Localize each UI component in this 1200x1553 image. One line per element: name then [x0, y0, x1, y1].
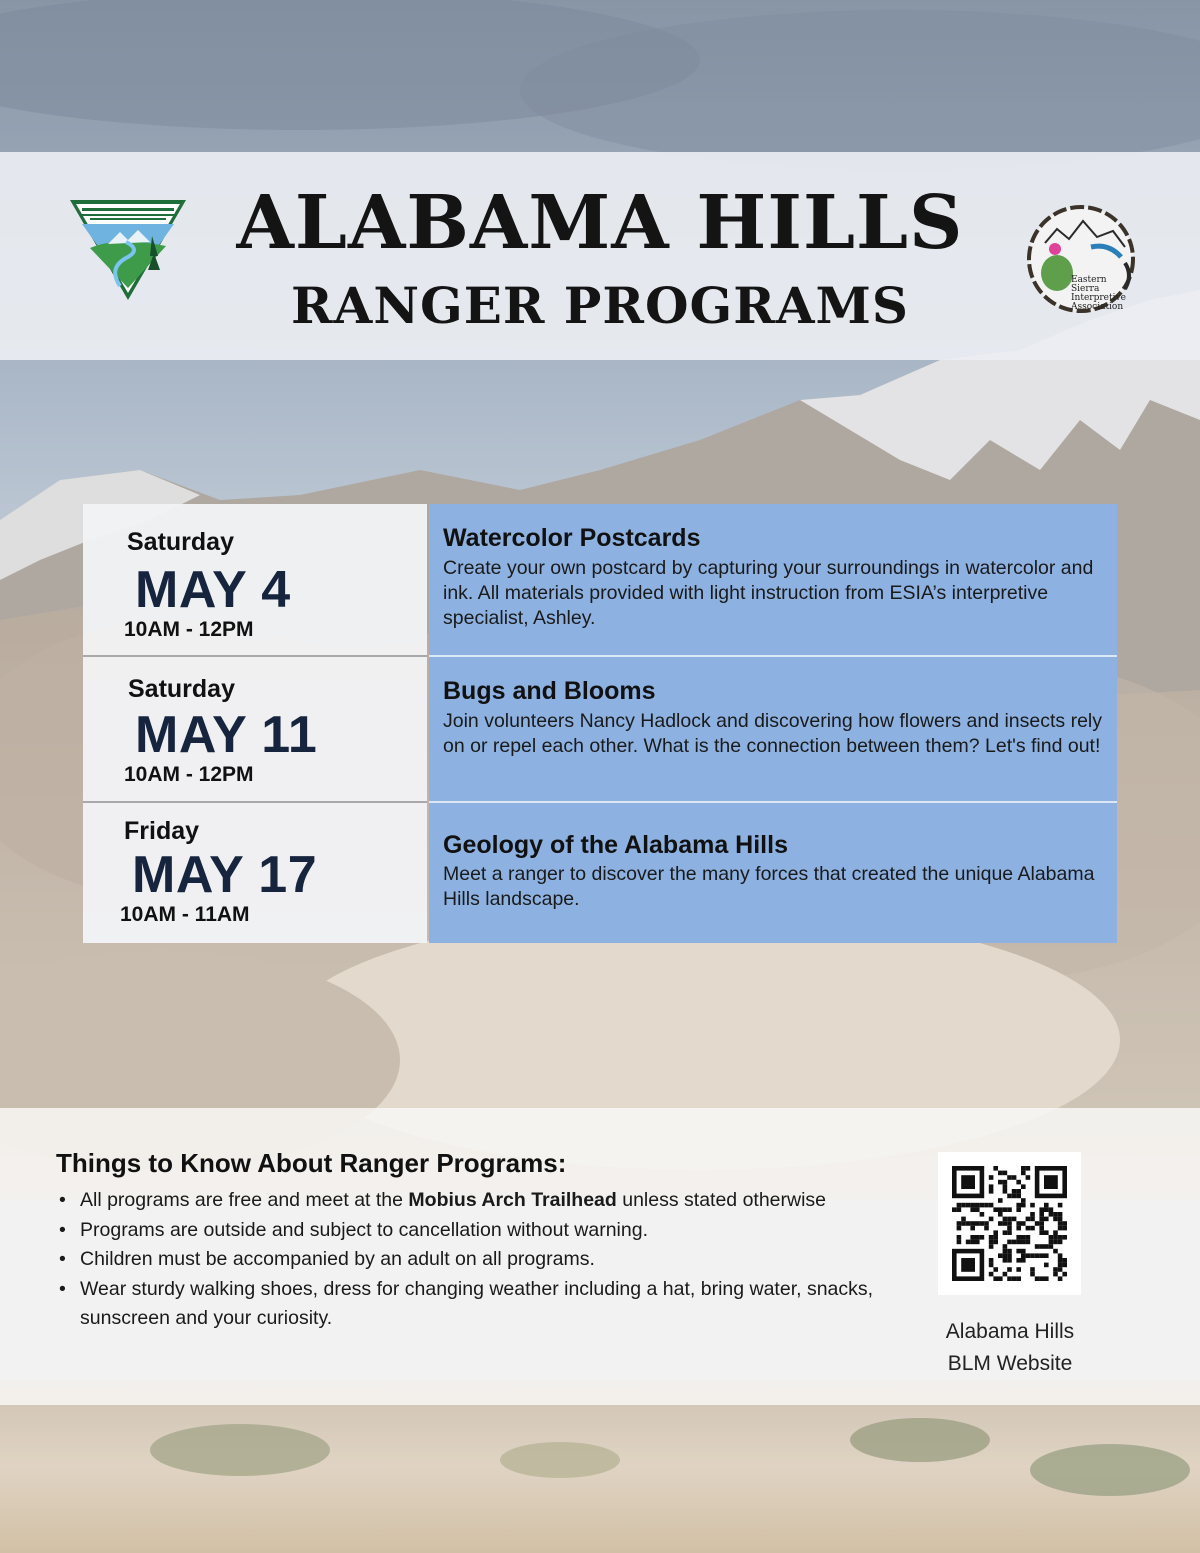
qr-module — [1039, 1230, 1044, 1235]
qr-module — [1012, 1189, 1017, 1194]
qr-module — [1039, 1226, 1044, 1231]
qr-module — [1058, 1212, 1063, 1217]
program-title: Bugs and Blooms — [443, 677, 656, 705]
qr-module — [1039, 1221, 1044, 1226]
program-cell — [429, 803, 1117, 943]
qr-module — [961, 1203, 966, 1208]
qr-module — [1003, 1171, 1008, 1176]
qr-module — [1058, 1267, 1063, 1272]
list-item-text: All programs are free and meet at the — [80, 1189, 409, 1211]
qr-finder-pattern — [961, 1258, 975, 1272]
qr-caption-line: Alabama Hills — [945, 1320, 1075, 1343]
qr-module — [957, 1240, 962, 1245]
qr-module — [1021, 1198, 1026, 1203]
qr-module — [989, 1189, 994, 1194]
qr-module — [1007, 1207, 1012, 1212]
qr-module — [1049, 1240, 1054, 1245]
program-date: MAY 11 — [135, 706, 318, 764]
qr-module — [980, 1235, 985, 1240]
qr-module — [1044, 1276, 1049, 1281]
qr-module — [1016, 1226, 1021, 1231]
qr-module — [1003, 1217, 1008, 1222]
qr-module — [1016, 1276, 1021, 1281]
qr-module — [993, 1235, 998, 1240]
qr-module — [1058, 1217, 1063, 1222]
qr-module — [998, 1180, 1003, 1185]
qr-module — [1058, 1263, 1063, 1268]
qr-module — [1062, 1258, 1067, 1263]
qr-finder-pattern — [961, 1175, 975, 1189]
qr-module — [1003, 1189, 1008, 1194]
info-list — [56, 1186, 896, 1334]
qr-module — [993, 1267, 998, 1272]
trailhead-name: Mobius Arch Trailhead — [408, 1189, 617, 1211]
qr-module — [957, 1221, 962, 1226]
qr-module — [1062, 1226, 1067, 1231]
qr-module — [1044, 1263, 1049, 1268]
qr-module — [1021, 1203, 1026, 1208]
qr-module — [970, 1207, 975, 1212]
qr-module — [1053, 1212, 1058, 1217]
qr-module — [1062, 1221, 1067, 1226]
qr-module — [1062, 1272, 1067, 1277]
qr-module — [1026, 1166, 1031, 1171]
date-cell — [83, 657, 427, 803]
qr-module — [1053, 1217, 1058, 1222]
qr-module — [1021, 1166, 1026, 1171]
qr-module — [1062, 1263, 1067, 1268]
qr-module — [1012, 1276, 1017, 1281]
program-row — [83, 657, 1117, 803]
qr-module — [970, 1235, 975, 1240]
qr-module — [1021, 1253, 1026, 1258]
list-item-text: Programs are outside and subject to cancellation without warning. — [80, 1218, 648, 1241]
qr-module — [1058, 1203, 1063, 1208]
blm-shield-logo — [68, 196, 188, 302]
qr-module — [1007, 1258, 1012, 1263]
qr-module — [1058, 1253, 1063, 1258]
qr-module — [1003, 1221, 1008, 1226]
qr-module — [1044, 1207, 1049, 1212]
qr-module — [1007, 1253, 1012, 1258]
qr-module — [1058, 1235, 1063, 1240]
qr-module — [966, 1221, 971, 1226]
qr-module — [975, 1221, 980, 1226]
qr-module — [1049, 1235, 1054, 1240]
qr-module — [989, 1240, 994, 1245]
esia-logo-text-line: Sierra — [1071, 284, 1100, 294]
qr-module — [1007, 1240, 1012, 1245]
program-description: Meet a ranger to discover the many forces that created the unique Alabama Hills landscape. — [443, 863, 1095, 910]
esia-logo-text-line: Eastern — [1071, 275, 1107, 285]
qr-module — [1062, 1235, 1067, 1240]
qr-module — [1044, 1253, 1049, 1258]
list-item-text: Children must be accompanied by an adult on all programs. — [80, 1248, 595, 1270]
qr-module — [970, 1240, 975, 1245]
qr-module — [970, 1203, 975, 1208]
qr-caption — [910, 1316, 1110, 1380]
esia-logo-text-line: Interpretive — [1071, 293, 1126, 303]
program-title: Watercolor Postcards — [443, 524, 701, 552]
qr-module — [1058, 1221, 1063, 1226]
qr-module — [1058, 1226, 1063, 1231]
qr-module — [989, 1272, 994, 1277]
info-title: Things to Know About Ranger Programs: — [56, 1148, 567, 1178]
qr-module — [989, 1175, 994, 1180]
qr-module — [980, 1221, 985, 1226]
qr-module — [984, 1203, 989, 1208]
program-title: Geology of the Alabama Hills — [443, 831, 788, 859]
qr-module — [1030, 1272, 1035, 1277]
page-title: ALABAMA HILLS — [236, 180, 964, 266]
program-row — [83, 803, 1117, 943]
qr-module — [1035, 1253, 1040, 1258]
program-cell — [429, 657, 1117, 803]
qr-module — [1044, 1230, 1049, 1235]
qr-module — [957, 1207, 962, 1212]
qr-module — [1007, 1276, 1012, 1281]
qr-module — [989, 1203, 994, 1208]
qr-module — [1016, 1180, 1021, 1185]
qr-module — [1053, 1272, 1058, 1277]
qr-module — [1003, 1249, 1008, 1254]
qr-module — [1026, 1175, 1031, 1180]
qr-module — [1012, 1175, 1017, 1180]
qr-module — [989, 1258, 994, 1263]
qr-module — [998, 1276, 1003, 1281]
qr-module — [998, 1253, 1003, 1258]
qr-module — [993, 1240, 998, 1245]
qr-module — [1039, 1207, 1044, 1212]
qr-module — [961, 1217, 966, 1222]
qr-module — [980, 1212, 985, 1217]
qr-module — [1012, 1217, 1017, 1222]
qr-module — [966, 1240, 971, 1245]
qr-module — [1030, 1203, 1035, 1208]
page-subtitle: RANGER PROGRAMS — [290, 276, 910, 335]
qr-module — [1021, 1171, 1026, 1176]
qr-module — [1007, 1226, 1012, 1231]
qr-module — [1058, 1276, 1063, 1281]
program-cell — [429, 504, 1117, 657]
program-schedule — [83, 504, 1117, 943]
weekday-label: Saturday — [128, 675, 235, 703]
qr-module — [957, 1226, 962, 1231]
qr-module — [1039, 1217, 1044, 1222]
qr-module — [1016, 1203, 1021, 1208]
qr-module — [1053, 1230, 1058, 1235]
qr-module — [1003, 1180, 1008, 1185]
list-item-text: unless stated otherwise — [616, 1189, 827, 1211]
qr-module — [1003, 1244, 1008, 1249]
qr-module — [1016, 1207, 1021, 1212]
qr-module — [1003, 1207, 1008, 1212]
qr-module — [952, 1207, 957, 1212]
date-cell — [83, 803, 427, 943]
qr-module — [975, 1203, 980, 1208]
program-time: 10AM - 12PM — [124, 763, 254, 786]
weekday-label: Saturday — [127, 528, 234, 556]
qr-module — [1007, 1175, 1012, 1180]
qr-module — [1039, 1212, 1044, 1217]
qr-module — [1003, 1258, 1008, 1263]
list-item-text: Wear sturdy walking shoes, dress for changing weather including a hat, bring water, snacks, sunscreen and your curiosity. — [80, 1277, 874, 1329]
qr-module — [1039, 1276, 1044, 1281]
qr-module — [998, 1171, 1003, 1176]
qr-module — [989, 1184, 994, 1189]
qr-code-icon[interactable] — [938, 1152, 1081, 1295]
qr-module — [1035, 1221, 1040, 1226]
qr-module — [1007, 1249, 1012, 1254]
qr-module — [1058, 1258, 1063, 1263]
qr-module — [980, 1203, 985, 1208]
qr-module — [1021, 1221, 1026, 1226]
program-date: MAY 17 — [132, 846, 318, 904]
qr-module — [1053, 1240, 1058, 1245]
qr-module — [1030, 1226, 1035, 1231]
qr-module — [957, 1235, 962, 1240]
qr-module — [1016, 1194, 1021, 1199]
qr-module — [1044, 1217, 1049, 1222]
program-row — [83, 504, 1117, 657]
qr-module — [1053, 1267, 1058, 1272]
qr-module — [1007, 1267, 1012, 1272]
qr-module — [1016, 1221, 1021, 1226]
qr-module — [984, 1226, 989, 1231]
qr-module — [1021, 1184, 1026, 1189]
qr-module — [1030, 1212, 1035, 1217]
qr-module — [1039, 1244, 1044, 1249]
qr-module — [975, 1240, 980, 1245]
qr-module — [1003, 1253, 1008, 1258]
qr-module — [1021, 1249, 1026, 1254]
qr-module — [1021, 1258, 1026, 1263]
qr-module — [1016, 1240, 1021, 1245]
qr-module — [998, 1207, 1003, 1212]
qr-module — [989, 1217, 994, 1222]
list-item — [56, 1245, 896, 1275]
qr-module — [1007, 1221, 1012, 1226]
qr-module — [1026, 1226, 1031, 1231]
qr-module — [1003, 1184, 1008, 1189]
qr-module — [966, 1203, 971, 1208]
qr-module — [998, 1212, 1003, 1217]
qr-module — [1026, 1217, 1031, 1222]
qr-module — [957, 1203, 962, 1208]
qr-module — [1003, 1230, 1008, 1235]
qr-module — [989, 1263, 994, 1268]
qr-module — [1053, 1249, 1058, 1254]
qr-module — [1007, 1230, 1012, 1235]
qr-module — [1058, 1240, 1063, 1245]
qr-module — [1026, 1235, 1031, 1240]
qr-module — [1026, 1240, 1031, 1245]
qr-finder-pattern — [1044, 1175, 1058, 1189]
qr-module — [1016, 1258, 1021, 1263]
qr-module — [1035, 1276, 1040, 1281]
qr-module — [989, 1244, 994, 1249]
esia-logo-text-line: Association — [1071, 302, 1124, 312]
qr-module — [1007, 1194, 1012, 1199]
qr-module — [1049, 1207, 1054, 1212]
qr-module — [975, 1207, 980, 1212]
qr-module — [1030, 1253, 1035, 1258]
qr-module — [1035, 1244, 1040, 1249]
qr-module — [1012, 1194, 1017, 1199]
qr-module — [1007, 1217, 1012, 1222]
qr-module — [1049, 1212, 1054, 1217]
qr-module — [1012, 1240, 1017, 1245]
qr-module — [989, 1235, 994, 1240]
qr-module — [975, 1235, 980, 1240]
weekday-label: Friday — [124, 817, 200, 845]
qr-module — [993, 1207, 998, 1212]
qr-module — [1016, 1235, 1021, 1240]
qr-module — [1030, 1267, 1035, 1272]
qr-module — [970, 1221, 975, 1226]
qr-module — [1039, 1253, 1044, 1258]
qr-module — [1044, 1203, 1049, 1208]
qr-module — [1003, 1272, 1008, 1277]
program-description: Create your own postcard by capturing your surroundings in watercolor and ink. All materials provided with light instruction from ESIA’s interpretive specialist, Ashley. — [443, 557, 1094, 629]
program-description: Join volunteers Nancy Hadlock and discovering how flowers and insects rely on or repel each other. What is the connection between them? Let's find out! — [443, 710, 1102, 757]
list-item — [56, 1186, 896, 1216]
qr-module — [993, 1166, 998, 1171]
list-item — [56, 1216, 896, 1246]
qr-module — [1049, 1244, 1054, 1249]
qr-module — [1053, 1235, 1058, 1240]
qr-module — [970, 1226, 975, 1231]
list-item — [56, 1275, 896, 1334]
program-time: 10AM - 12PM — [124, 618, 254, 641]
qr-module — [1030, 1217, 1035, 1222]
qr-module — [993, 1276, 998, 1281]
qr-module — [984, 1221, 989, 1226]
qr-module — [1026, 1253, 1031, 1258]
qr-module — [993, 1230, 998, 1235]
qr-module — [998, 1221, 1003, 1226]
qr-module — [1021, 1235, 1026, 1240]
qr-module — [1021, 1240, 1026, 1245]
qr-code-graphic — [938, 1152, 1081, 1295]
qr-module — [1016, 1267, 1021, 1272]
program-date: MAY 4 — [135, 561, 291, 619]
date-cell — [83, 504, 427, 657]
program-time: 10AM - 11AM — [120, 903, 250, 926]
qr-module — [961, 1221, 966, 1226]
qr-module — [1044, 1244, 1049, 1249]
qr-module — [1016, 1249, 1021, 1254]
qr-caption-line: BLM Website — [947, 1352, 1073, 1375]
esia-logo-text — [1071, 276, 1141, 312]
qr-module — [998, 1198, 1003, 1203]
qr-module — [1016, 1189, 1021, 1194]
